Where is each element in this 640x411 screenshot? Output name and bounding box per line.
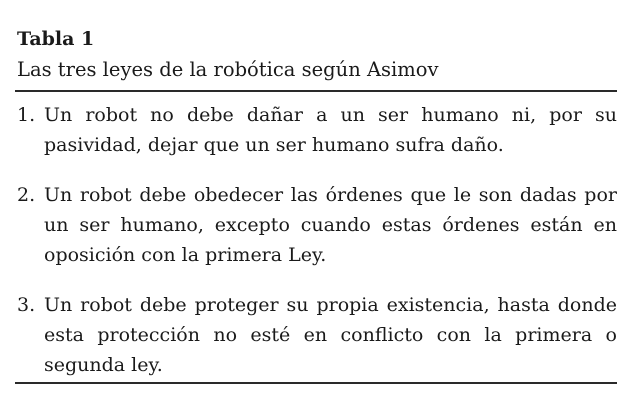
- law-number: 2.: [17, 184, 36, 206]
- table-label: Tabla 1: [17, 28, 95, 50]
- law-item-1: [17, 100, 617, 160]
- law-item-3: [17, 290, 617, 380]
- law-item-2: [17, 180, 617, 270]
- table-caption: Las tres leyes de la robótica según Asimov: [17, 58, 439, 81]
- law-text: Un robot no debe dañar a un ser humano ni, por su pasividad, dejar que un ser humano sufra daño.: [44, 104, 617, 156]
- law-number: 1.: [17, 104, 36, 126]
- laws-list: [17, 100, 617, 400]
- law-number: 3.: [17, 294, 36, 316]
- bottom-rule: [15, 382, 617, 384]
- law-text: Un robot debe proteger su propia existencia, hasta donde esta protección no esté en conflicto con la primera o segunda ley.: [44, 294, 617, 376]
- law-text: Un robot debe obedecer las órdenes que le son dadas por un ser humano, excepto cuando estas órdenes están en oposición con la primera Ley.: [44, 184, 617, 266]
- top-rule: [15, 90, 617, 92]
